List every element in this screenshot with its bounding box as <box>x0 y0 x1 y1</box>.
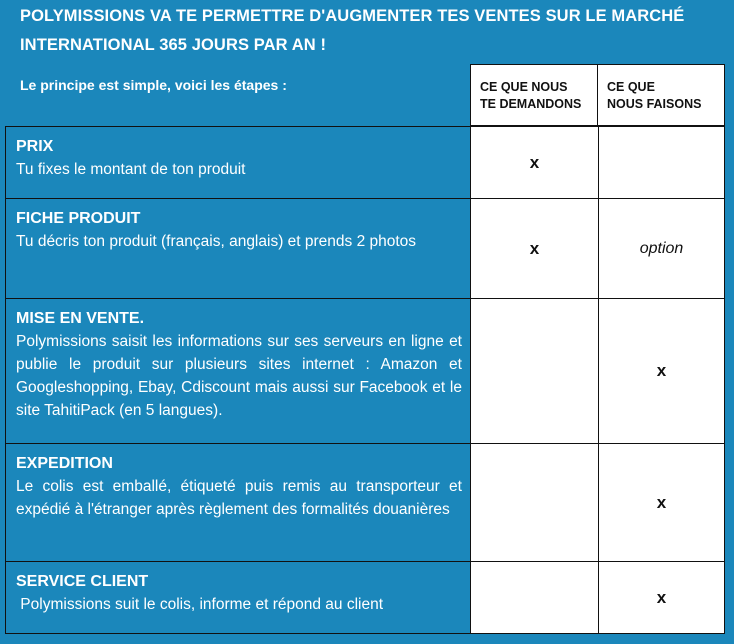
headline-line-2: INTERNATIONAL 365 JOURS PAR AN ! <box>20 36 327 54</box>
row-description: Le colis est emballé, étiqueté puis remis au transporteur et expédié à l'étranger après règlement des formalités douanières <box>16 478 462 518</box>
row-title: MISE EN VENTE. <box>16 310 145 327</box>
headline <box>20 2 720 60</box>
row-description: Polymissions suit le colis, informe et répond au client <box>16 596 383 613</box>
table-row-prix <box>5 126 725 199</box>
cell-we-ask <box>470 198 599 299</box>
row-title: FICHE PRODUIT <box>16 210 141 227</box>
column-header-we-do-line-1: CE QUE <box>607 80 655 94</box>
row-title: PRIX <box>16 138 54 155</box>
headline-line-1: POLYMISSIONS VA TE PERMETTRE D'AUGMENTER TES VENTES SUR LE MARCHÉ <box>20 7 685 25</box>
column-header-we-do <box>597 64 725 126</box>
row-description-cell <box>5 443 470 562</box>
row-description: Polymissions saisit les informations sur ses serveurs en ligne et publie le produit sur plusieurs sites internet : Amazon et Googleshopping, Ebay, Cdiscount mais aussi sur Facebook et le site TahitiPack (en 5 langues). <box>16 333 462 419</box>
row-title: EXPEDITION <box>16 455 113 472</box>
table-row-service-client <box>5 561 725 634</box>
cell-we-ask <box>470 443 599 562</box>
row-description-cell <box>5 198 470 299</box>
cell-we-do <box>598 298 725 444</box>
cell-we-do <box>598 443 725 562</box>
column-header-we-ask-line-1: CE QUE NOUS <box>480 80 568 94</box>
intro-text: Le principe est simple, voici les étapes : <box>20 77 287 93</box>
column-header-we-do-line-2: NOUS FAISONS <box>607 97 702 111</box>
row-title: SERVICE CLIENT <box>16 573 149 590</box>
table-row-fiche-produit <box>5 198 725 299</box>
cell-we-ask <box>470 126 599 199</box>
row-description: Tu décris ton produit (français, anglais) et prends 2 photos <box>16 233 417 250</box>
cell-we-do <box>598 561 725 634</box>
cell-we-do <box>598 126 725 199</box>
cell-we-ask <box>470 298 599 444</box>
check-mark: x <box>656 361 667 380</box>
option-label: option <box>639 239 684 257</box>
table-row-expedition <box>5 443 725 562</box>
column-header-we-ask <box>470 64 598 126</box>
row-description: Tu fixes le montant de ton produit <box>16 161 246 178</box>
table-row-mise-en-vente <box>5 298 725 444</box>
check-mark: x <box>529 238 540 258</box>
row-description-cell <box>5 126 470 199</box>
row-description-cell <box>5 561 470 634</box>
check-mark: x <box>656 587 667 607</box>
column-header-we-ask-line-2: TE DEMANDONS <box>480 97 582 111</box>
check-mark: x <box>656 492 667 512</box>
cell-we-ask <box>470 561 599 634</box>
check-mark: x <box>529 152 540 172</box>
cell-we-do <box>598 198 725 299</box>
row-description-cell <box>5 298 470 444</box>
